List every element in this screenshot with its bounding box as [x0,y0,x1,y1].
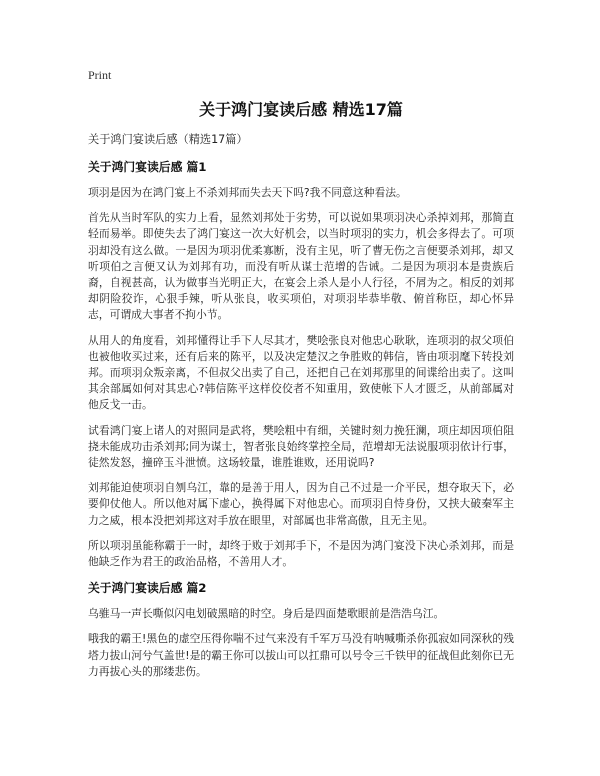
paragraph: 刘邦能迫使项羽自刎乌江，靠的是善于用人，因为自己不过是一介平民，想夺取天下，必要仰仗他人。所以他对属下虚心，换得属下对他忠心。而项羽自恃身份，又挟大破秦军主力之威，根本没把刘邦这对手放在眼里，对部属也非常高傲，且无主见。 [88,481,514,527]
paragraph: 所以项羽虽能称霸于一时，却终于败于刘邦手下，不是因为鸿门宴没下决心杀刘邦，而是他缺乏作为君王的政治品格，不善用人才。 [88,538,514,569]
paragraph: 试看鸿门宴上诸人的对照同是武将，樊哙粗中有细，关键时刻力挽狂澜，项庄却因项伯阻挠未能成功击杀刘邦;同为谋士，智者张良始终掌控全局，范增却无法说服项羽依计行事，徒然发怒，撞碎玉斗泄愤。这场较量，谁胜谁败，还用说吗? [88,423,514,470]
document-page [88,68,514,689]
section-heading: 关于鸿门宴读后感 篇2 [88,581,207,596]
paragraph: 乌骓马一声长嘶似闪电划破黑暗的时空。身后是四面楚歌眼前是浩浩乌江。 [88,607,445,621]
document-subtitle: 关于鸿门宴读后感（精选17篇） [88,133,248,146]
paragraph: 项羽是因为在鸿门宴上不杀刘邦而失去天下吗?我不同意这种看法。 [88,186,407,199]
section-2 [88,579,514,680]
document-title: 关于鸿门宴读后感 精选17篇 [199,100,403,119]
paragraph: 哦我的霸王!黑色的虚空压得你喘不过气来没有千军万马没有呐喊嘶杀你孤寂如同深秋的残塔力拔山河兮气盖世!是的霸王你可以拔山可以扛鼎可以号令三千铁甲的征战但此刻你已无力再拔心头的那缕悲伤。 [88,632,514,678]
paragraph: 从用人的角度看，刘邦懂得让手下人尽其才，樊哙张良对他忠心耿耿，连项羽的叔父项伯也被他收买过来，还有后来的陈平，以及决定楚汉之争胜败的韩信，皆由项羽麾下转投刘邦。而项羽众叛亲离，不但叔父出卖了自己，还把自己在刘邦那里的间谍给出卖了。这叫其余部属如何对其忠心?韩信陈平这样佼佼者不知重用，致使帐下人才匮乏，从前部属对他反戈一击。 [88,333,514,412]
section-1 [88,158,514,570]
paragraph: 首先从当时军队的实力上看，显然刘邦处于劣势，可以说如果项羽决心杀掉刘邦，那简直轻而易举。即使失去了鸿门宴这一次大好机会，以当时项羽的实力，机会多得去了。可项羽却没有这么做。一是因为项羽优柔寡断，没有主见，听了曹无伤之言便要杀刘邦，却又听项伯之言便又认为刘邦有功，而没有听从谋士范增的告诫。二是因为项羽本是贵族后裔，自视甚高，认为做事当光明正大，在宴会上杀人是小人行径，不屑为之。相反的刘邦却阴险狡诈，心狠手辣，听从张良，收买项伯，对项羽毕恭毕敬、俯首称臣，却心怀异志，可谓成大事者不拘小节。 [88,211,514,322]
print-label: Print [88,68,112,82]
section-heading: 关于鸿门宴读后感 篇1 [88,160,207,174]
